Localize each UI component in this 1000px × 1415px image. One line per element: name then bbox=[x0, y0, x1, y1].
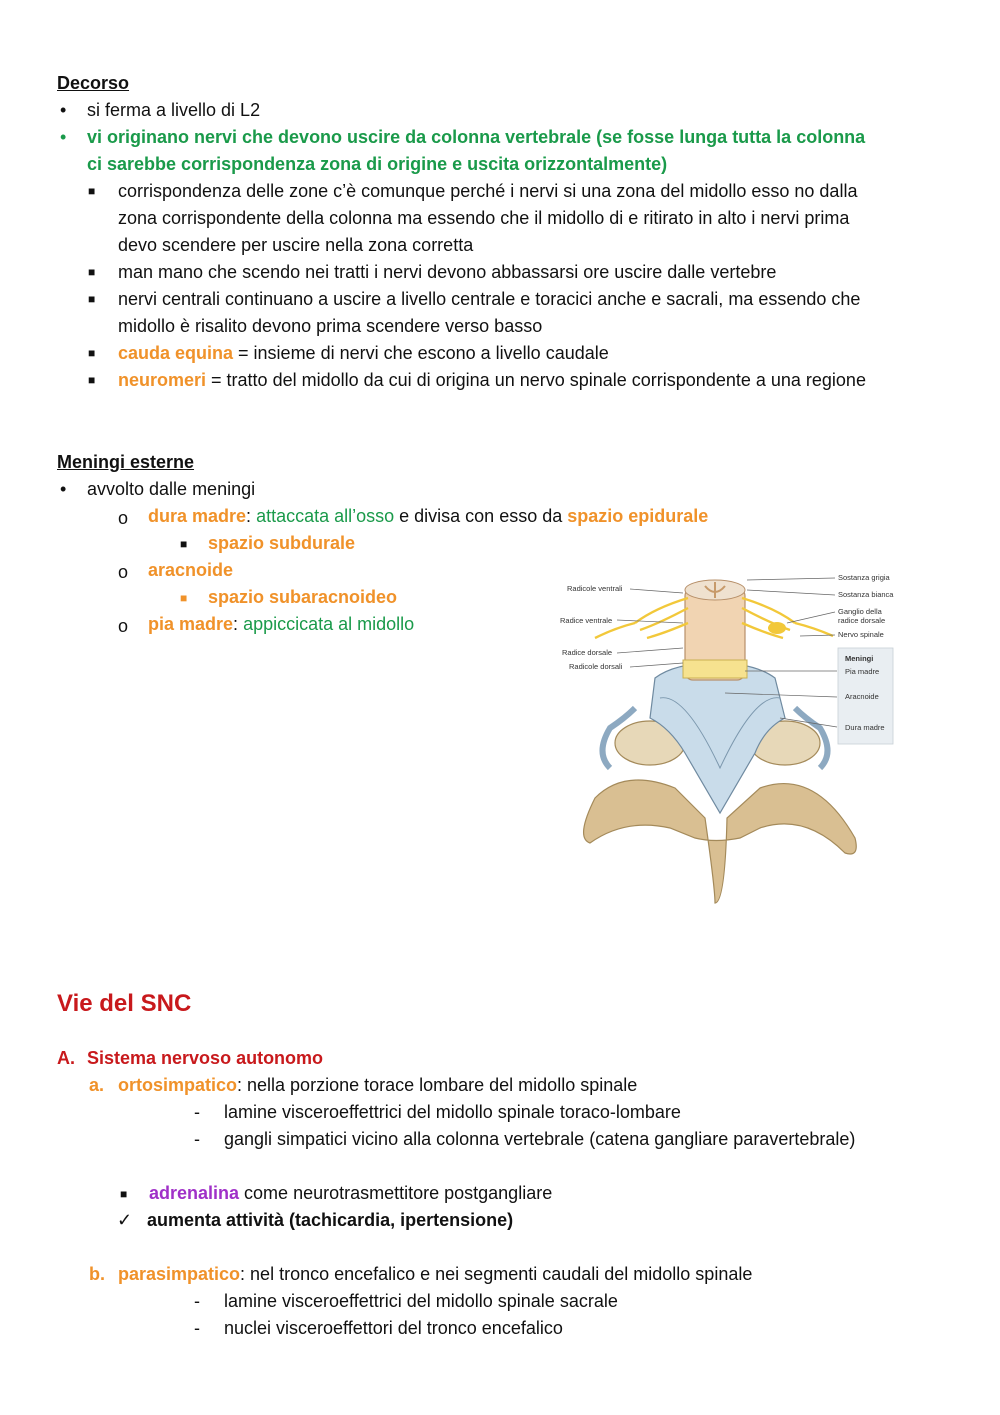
dash-bullet: - bbox=[194, 1102, 200, 1122]
meninge-dura bbox=[148, 505, 708, 527]
list-marker-a: a. bbox=[89, 1075, 105, 1095]
square-bullet: ■ bbox=[180, 591, 188, 605]
sub-item: corrispondenza delle zone c’è comunque perché i nervi si una zona del midollo esso no dalla bbox=[118, 181, 858, 201]
definition: = tratto del midollo da cui di origina un nervo spinale corrispondente a una regione bbox=[206, 370, 866, 390]
term-adrenalina: adrenalina bbox=[149, 1183, 240, 1203]
legend-aracnoide: Aracnoide bbox=[845, 692, 879, 701]
punct: : bbox=[246, 506, 257, 526]
sub-item: lamine visceroeffettrici del midollo spinale sacrale bbox=[224, 1291, 618, 1311]
list-marker-A: A. bbox=[57, 1048, 75, 1068]
sub-item-continuation: devo scendere per uscire nella zona corretta bbox=[118, 235, 474, 255]
list-item-continuation: ci sarebbe corrispondenza zona di origine e uscita orizzontalmente) bbox=[87, 154, 668, 174]
label-radice-dorsale: Radice dorsale bbox=[562, 648, 613, 657]
sub-item: lamine visceroeffettrici del midollo spinale toraco-lombare bbox=[224, 1102, 681, 1122]
dura-text: e divisa con esso da bbox=[394, 506, 568, 526]
term-neuromeri: neuromeri bbox=[118, 370, 207, 390]
dorsal-root-ganglion bbox=[768, 622, 786, 634]
sub-item bbox=[118, 369, 866, 391]
term-dura-madre: dura madre bbox=[148, 506, 247, 526]
sub-item: man mano che scendo nei tratti i nervi devono abbassarsi ore uscire dalle vertebre bbox=[118, 262, 777, 282]
circle-bullet: o bbox=[118, 616, 129, 636]
legend-pia-madre: Pia madre bbox=[845, 667, 880, 676]
legend-dura-madre: Dura madre bbox=[845, 723, 885, 732]
list-item: vi originano nervi che devono uscire da colonna vertebrale (se fosse lunga tutta la colonna bbox=[87, 127, 866, 147]
ortosimpatico-description: : nella porzione torace lombare del midollo spinale bbox=[237, 1075, 638, 1095]
meninge-pia bbox=[148, 613, 414, 635]
term-spazio-epidurale: spazio epidurale bbox=[567, 506, 709, 526]
effect-item: aumenta attività (tachicardia, ipertensione) bbox=[147, 1210, 514, 1230]
parasimpatico-item bbox=[118, 1263, 752, 1285]
heading-sistema-autonomo: Sistema nervoso autonomo bbox=[87, 1048, 324, 1068]
parasimpatico-description: : nel tronco encefalico e nei segmenti caudali del midollo spinale bbox=[240, 1264, 753, 1284]
section-title-snc: Vie del SNC bbox=[57, 990, 192, 1017]
term-cauda-equina: cauda equina bbox=[118, 343, 234, 363]
label-sostanza-bianca: Sostanza bianca bbox=[838, 590, 894, 599]
dash-bullet: - bbox=[194, 1129, 200, 1149]
legend-title: Meningi bbox=[845, 654, 874, 663]
dash-bullet: - bbox=[194, 1318, 200, 1338]
ortosimpatico-item bbox=[118, 1074, 637, 1096]
spinal-cord-figure bbox=[555, 568, 900, 910]
label-sostanza-grigia: Sostanza grigia bbox=[838, 573, 890, 582]
list-item: si ferma a livello di L2 bbox=[87, 100, 261, 120]
square-bullet: ■ bbox=[88, 373, 96, 387]
list-marker-b: b. bbox=[89, 1264, 105, 1284]
sub-item bbox=[118, 342, 609, 364]
arachnoid-band bbox=[683, 660, 747, 678]
adrenalina-item bbox=[149, 1182, 552, 1204]
square-bullet: ■ bbox=[88, 346, 96, 360]
sub-item-continuation: midollo è risalito devono prima scendere verso basso bbox=[118, 316, 543, 336]
sub-item: nervi centrali continuano a uscire a livello centrale e toracici anche e sacrali, ma essendo che bbox=[118, 289, 861, 309]
check-icon: ✓ bbox=[117, 1210, 133, 1230]
label-radice-dorsale-2: radice dorsale bbox=[838, 616, 886, 625]
adrenalina-description: come neurotrasmettitore postgangliare bbox=[239, 1183, 553, 1203]
bullet-dot: • bbox=[60, 127, 67, 147]
square-bullet: ■ bbox=[180, 537, 188, 551]
label-ganglio: Ganglio della bbox=[838, 607, 882, 616]
term-parasimpatico: parasimpatico bbox=[118, 1264, 241, 1284]
sub-item: nuclei visceroeffettori del tronco encefalico bbox=[224, 1318, 563, 1338]
punct: : bbox=[233, 614, 244, 634]
term-spazio-subdurale: spazio subdurale bbox=[208, 533, 356, 553]
label-nervo-spinale: Nervo spinale bbox=[838, 630, 884, 639]
term-ortosimpatico: ortosimpatico bbox=[118, 1075, 238, 1095]
dash-bullet: - bbox=[194, 1291, 200, 1311]
label-radicole-dorsali: Radicole dorsali bbox=[569, 662, 623, 671]
circle-bullet: o bbox=[118, 508, 129, 528]
label-radice-ventrale: Radice ventrale bbox=[560, 616, 613, 625]
definition: = insieme di nervi che escono a livello caudale bbox=[233, 343, 609, 363]
term-aracnoide: aracnoide bbox=[148, 560, 234, 580]
term-spazio-subaracnoideo: spazio subaracnoideo bbox=[208, 587, 398, 607]
circle-bullet: o bbox=[118, 562, 129, 582]
dura-description: attaccata all’osso bbox=[256, 506, 395, 526]
square-bullet: ■ bbox=[88, 292, 96, 306]
section-heading-decorso: Decorso bbox=[57, 73, 130, 93]
square-bullet: ■ bbox=[88, 184, 96, 198]
bullet-dot: • bbox=[60, 100, 67, 120]
sub-item-continuation: zona corrispondente della colonna ma essendo che il midollo di e ritirato in alto i nervi prima bbox=[118, 208, 850, 228]
square-bullet: ■ bbox=[88, 265, 96, 279]
bullet-dot: • bbox=[60, 479, 67, 499]
label-radicole-ventrali: Radicole ventrali bbox=[567, 584, 623, 593]
pia-description: appiccicata al midollo bbox=[243, 614, 415, 634]
term-pia-madre: pia madre bbox=[148, 614, 234, 634]
square-bullet: ■ bbox=[120, 1187, 128, 1201]
section-heading-meningi: Meningi esterne bbox=[57, 452, 195, 472]
list-item: avvolto dalle meningi bbox=[87, 479, 256, 499]
sub-item: gangli simpatici vicino alla colonna vertebrale (catena gangliare paravertebrale) bbox=[224, 1129, 856, 1149]
